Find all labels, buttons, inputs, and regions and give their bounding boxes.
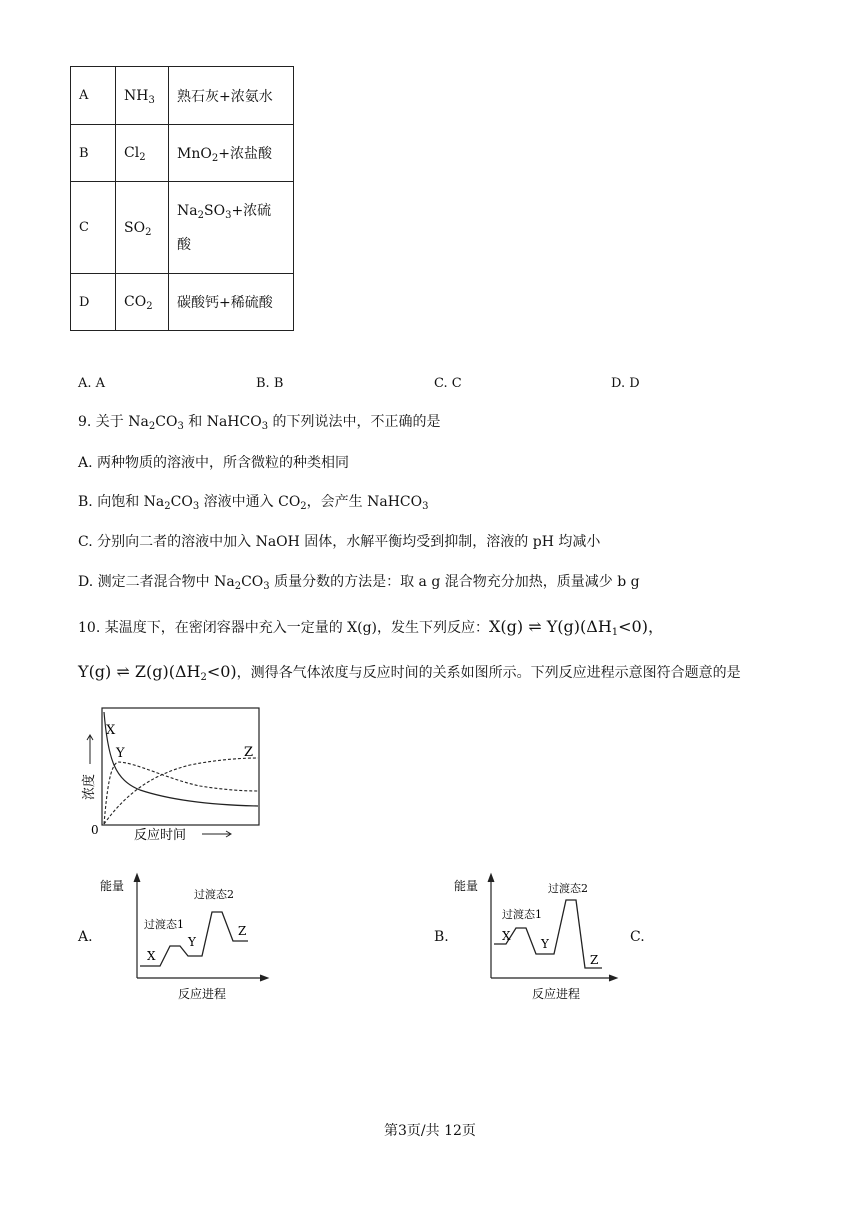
energy-diagram-a: [100, 868, 280, 1008]
q10-stem-line2: Y(g) ⇌ $Z(g)(\Delta H_2<0)$，测得各气体浓度与反应时间的关系如图所示。下列反应进程示意图符合题意的是: [78, 662, 741, 683]
energy-xlabel-b: 反应进程: [532, 987, 581, 1001]
x-axis-label: 反应时间: [134, 828, 187, 843]
y-label-a: Y: [188, 935, 196, 949]
table-row: [71, 125, 294, 182]
ts2-label-a: 过渡态2: [194, 888, 234, 901]
progress-axis-arrowhead: [609, 975, 617, 981]
energy-axis-arrowhead: [488, 874, 494, 882]
table-row: [71, 274, 294, 331]
q10-stem-line1: 10. 某温度下，在密闭容器中充入一定量的 X(g)，发生下列反应：X(g) ⇌ $Y(g)(\Delta H_1<0)$，: [78, 617, 664, 638]
gas-cell: $Cl_2$: [116, 125, 169, 182]
q8-choice-b[interactable]: B. B: [256, 376, 284, 391]
x-label-b: X: [502, 929, 511, 943]
q10-option-b-label[interactable]: B.: [434, 929, 449, 945]
q9-option-c[interactable]: C. 分别向二者的溶液中加入 NaOH 固体，水解平衡均受到抑制，溶液的 pH 均减小: [78, 534, 601, 550]
q9-option-d[interactable]: D. 测定二者混合物中 $Na_2CO_3$ 质量分数的方法是：取 a g 混合物充分加热，质量减少 b g: [78, 574, 640, 592]
gas-cell: $NH_3$: [116, 67, 169, 125]
x-curve-label: X: [106, 723, 116, 738]
z-curve: [104, 758, 258, 824]
y-curve: [104, 762, 258, 824]
q9-stem: 9. 关于 $Na_2CO_3$ 和 NaHCO$_3$ 的下列说法中，不正确的是: [78, 414, 441, 432]
ts1-label-a: 过渡态1: [144, 918, 184, 931]
reagent-cell: 碳酸钙+稀硫酸: [169, 274, 294, 331]
option-cell: C: [71, 182, 116, 274]
gas-cell: $CO_2$: [116, 274, 169, 331]
table-row: [71, 67, 294, 125]
gas-cell: $SO_2$: [116, 182, 169, 274]
table-row: [71, 182, 294, 274]
energy-axis-arrowhead: [134, 874, 140, 882]
progress-axis-arrowhead: [260, 975, 268, 981]
energy-xlabel-a: 反应进程: [178, 987, 227, 1001]
q8-choice-a[interactable]: A. A: [78, 376, 106, 391]
q8-choice-d[interactable]: D. D: [611, 376, 640, 391]
energy-diagram-b: [454, 868, 624, 1008]
energy-ylabel-b: 能量: [454, 879, 479, 893]
q10-option-a-label[interactable]: A.: [78, 929, 93, 945]
origin-label: 0: [91, 823, 99, 837]
y-label-b: Y: [541, 937, 549, 951]
ts1-label-b: 过渡态1: [502, 908, 542, 921]
q10-option-c-label[interactable]: C.: [630, 929, 645, 945]
x-label-a: X: [147, 949, 156, 963]
option-cell: D: [71, 274, 116, 331]
reagent-table: [70, 66, 294, 331]
graph-frame: [102, 708, 259, 825]
z-label-b: Z: [590, 953, 599, 967]
y-axis-label: 浓度: [82, 773, 97, 800]
concentration-time-graph: [80, 700, 270, 850]
reagent-cell: 熟石灰+浓氨水: [169, 67, 294, 125]
energy-ylabel-a: 能量: [100, 879, 125, 893]
z-label-a: Z: [238, 924, 247, 938]
q9-option-a[interactable]: A. 两种物质的溶液中，所含微粒的种类相同: [78, 455, 350, 471]
reagent-cell: MnO$_2$+浓盐酸: [169, 125, 294, 182]
y-curve-label: Y: [116, 746, 125, 761]
option-cell: A: [71, 67, 116, 125]
reagent-cell: $Na_2SO_3+$浓硫 酸: [169, 182, 294, 274]
ts2-label-b: 过渡态2: [548, 882, 588, 895]
page-footer: 第3页/共 12页: [384, 1123, 476, 1139]
q8-choice-c[interactable]: C. C: [434, 376, 462, 391]
q9-option-b[interactable]: B. 向饱和 $Na_2CO_3$ 溶液中通入 $CO_2$，会产生 NaHCO$_3$: [78, 494, 429, 512]
z-curve-label: Z: [244, 745, 254, 760]
option-cell: B: [71, 125, 116, 182]
